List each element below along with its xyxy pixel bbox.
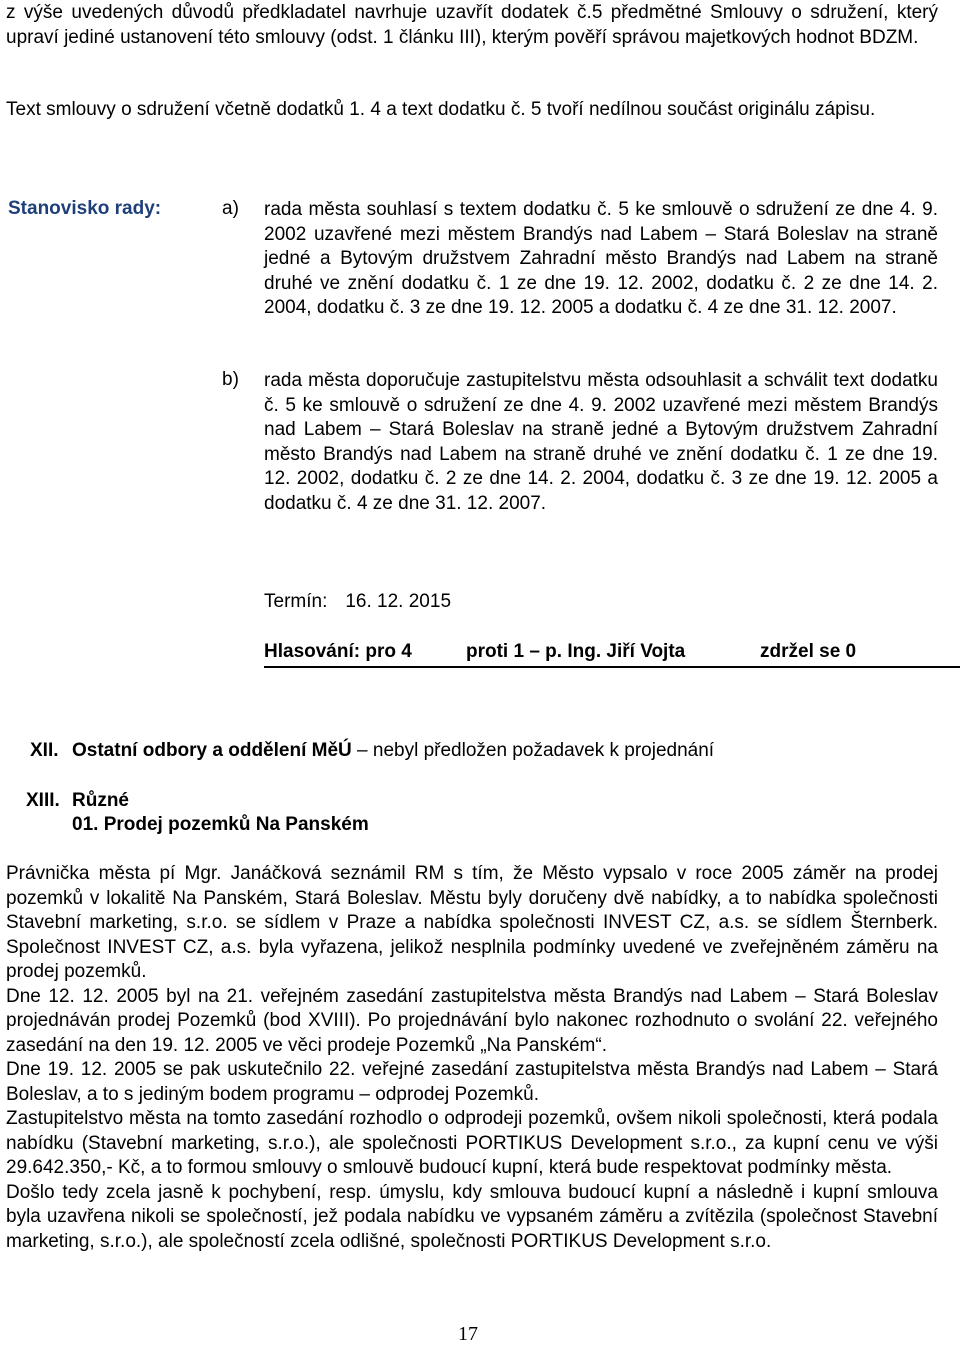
body-paragraph-2: Dne 12. 12. 2005 byl na 21. veřejném zasedání zastupitelstva města Brandýs nad Labem – Stará Boleslav projednáván prodej Pozemků (bod XVIII). Po projednávání bylo nakonec rozhodnuto o svolání 22. veřejného zasedání na den 19. 12. 2005 ve věci prodeje Pozemků „Na Panském“. — [6, 985, 938, 1056]
body-paragraph-1: Právnička města pí Mgr. Janáčková seznámil RM s tím, že Město vypsalo v roce 2005 záměr na prodej pozemků v lokalitě Na Panském, Stará Boleslav. Městu byly doručeny dvě nabídky, a to nabídka společnosti Stavební marketing, s.r.o. se sídlem v Praze a nabídka společnosti INVEST CZ, a.s. se sídlem Šternberk. Společnost INVEST CZ, a.s. byla vyřazena, jelikož nesplnila podmínky uvedené ve zveřejněném záměru na prodej pozemků. — [6, 863, 938, 982]
intro-paragraph: z výše uvedených důvodů předkladatel navrhuje uzavřít dodatek č.5 předmětné Smlouvy o sdružení, který upraví jediné ustanovení této smlouvy (odst. 1 článku III), kterým pověří správou majetkových hodnot BDZM. — [6, 2, 938, 48]
option-b-mark: b) — [222, 369, 239, 390]
option-a-text: rada města souhlasí s textem dodatku č. 5 ke smlouvě o sdružení ze dne 4. 9. 2002 uzavřené mezi městem Brandýs nad Labem – Stará Boleslav na straně jedné a Bytovým družstvem Zahradní město Brandýs nad Labem na straně druhé ve znění dodatku č. 1 ze dne 19. 12. 2002, dodatku č. 2 ze dne 14. 2. 2004, dodatku č. 3 ze dne 19. 12. 2005 a dodatku č. 4 ze dne 31. 12. 2007. — [264, 199, 938, 318]
body-paragraph-4: Zastupitelstvo města na tomto zasedání rozhodlo o odprodeji pozemků, ovšem nikoli společnosti, která podala nabídku (Stavební marketing, s.r.o.), ale společnosti PORTIKUS Development s.r.o., za kupní cenu ve výši 29.642.350,- Kč, a to formou smlouvy o smlouvě budoucí kupní, která bude respektovat podmínky města. — [6, 1108, 938, 1178]
vote-abstain: zdržel se 0 — [760, 641, 857, 662]
termin-label: Termín: — [264, 591, 328, 612]
body-paragraph-5: Došlo tedy zcela jasně k pochybení, resp. úmyslu, kdy smlouva budoucí kupní a následně i kupní smlouva byla uzavřena nikoli se společností, jež podala nabídku ve vypsaném záměru a zvítězila (společnost Stavební marketing, s.r.o.), ale společností zcela odlišné, společnosti PORTIKUS Development s.r.o. — [6, 1181, 938, 1252]
attachment-paragraph: Text smlouvy o sdružení včetně dodatků 1. 4 a text dodatku č. 5 tvoří nedílnou součást originálu zápisu. — [6, 99, 876, 120]
section-xii-number: XII. — [30, 740, 59, 761]
section-xii-rest: – nebyl předložen požadavek k projednání — [357, 740, 715, 761]
vote-against: proti 1 – p. Ing. Jiří Vojta — [466, 641, 686, 662]
option-a-mark: a) — [222, 198, 239, 219]
section-xiii-number: XIII. — [26, 790, 60, 811]
body-paragraph-3: Dne 19. 12. 2005 se pak uskutečnilo 22. veřejné zasedání zastupitelstva města Brandýs nad Labem – Stará Boleslav, a to s jediným bodem programu – odprodej Pozemků. — [6, 1059, 938, 1105]
termin-line — [264, 591, 451, 613]
section-xiii-title: Různé — [72, 790, 129, 811]
option-b-text: rada města doporučuje zastupitelstvu města odsouhlasit a schválit text dodatku č. 5 ke smlouvě o sdružení ze dne 4. 9. 2002 uzavřené mezi městem Brandýs nad Labem – Stará Boleslav na straně jedné a Bytovým družstvem Zahradní město Brandýs nad Labem na straně druhé ve znění dodatku č. 1 ze dne 19. 12. 2002, dodatku č. 2 ze dne 14. 2. 2004, dodatku č. 3 ze dne 19. 12. 2005 a dodatku č. 4 ze dne 31. 12. 2007. — [264, 370, 938, 514]
stanovisko-label: Stanovisko rady: — [8, 198, 162, 219]
section-xii-title — [72, 740, 714, 762]
vote-line — [264, 641, 960, 668]
termin-value: 16. 12. 2015 — [345, 591, 452, 612]
vote-for: Hlasování: pro 4 — [264, 641, 412, 662]
body-text — [6, 862, 938, 1254]
section-xii-title-text: Ostatní odbory a oddělení MěÚ — [72, 740, 352, 761]
page-number: 17 — [458, 1323, 478, 1345]
section-xiii-subtitle: 01. Prodej pozemků Na Panském — [72, 814, 369, 835]
